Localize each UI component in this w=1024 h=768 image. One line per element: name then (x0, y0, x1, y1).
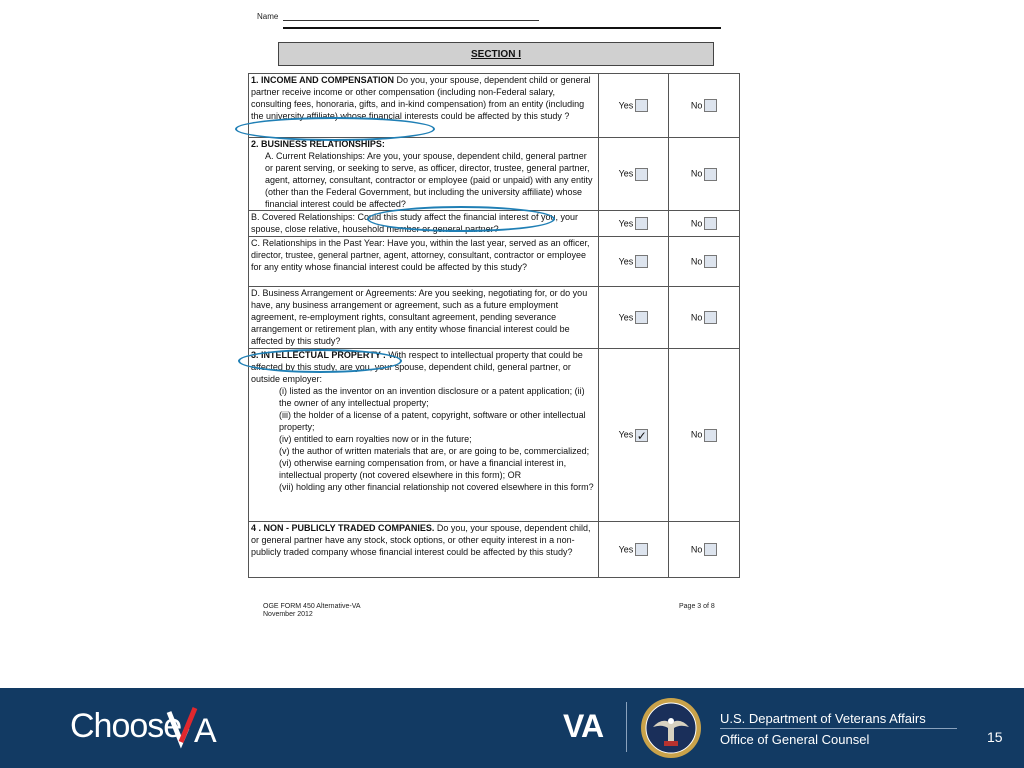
yes-cell (598, 237, 669, 287)
yes-checkbox[interactable]: ✓ (636, 428, 647, 443)
question-paragraph: 4 . NON - PUBLICLY TRADED COMPANIES. Do you, your spouse, dependent child, or general partner have any stock, stock options, or other equity interest in a non-publicly traded company whose financial interest could be affected by this study? (251, 523, 591, 557)
form-identifier (263, 603, 361, 618)
no-cell (669, 237, 740, 287)
choose-va-logo (70, 707, 181, 746)
question-paragraph: 1. INCOME AND COMPENSATION Do you, your spouse, dependent child or general partner receive income or other compensation (including non-Federal salary, consulting fees, honoraria, gifts, and in-kind compensation) from an entity (including the university affiliate) whose financial interests could be affected by this study ? (251, 75, 591, 121)
no-label: No (690, 169, 703, 180)
yes-label: Yes (618, 256, 634, 267)
no-checkbox[interactable] (704, 168, 717, 181)
yes-cell (598, 138, 669, 211)
yes-cell (598, 349, 669, 522)
question-paragraph: (v) the author of written materials that are, or are going to be, commercialized; (279, 446, 590, 456)
yes-checkbox[interactable] (635, 311, 648, 324)
question-paragraph: D. Business Arrangement or Agreements: Are you seeking, negotiating for, or do you have, any business arrangement or agreement, such as a future employment agreement, re-employment rights, consultant agreement, pending severance arrangement or retirement plan, with any entity whose financial interest could be affected by this study? (251, 288, 588, 346)
no-label: No (690, 430, 703, 441)
seal-flag-stripe (664, 741, 678, 746)
no-checkbox[interactable] (704, 311, 717, 324)
no-cell (669, 349, 740, 522)
yes-checkbox[interactable] (635, 543, 648, 556)
question-paragraph: (vi) otherwise earning compensation from, or have a financial interest in, intellectual property (not covered elsewhere in this form); OR (279, 458, 567, 480)
no-checkbox[interactable] (704, 99, 717, 112)
section-title: SECTION I (278, 42, 714, 66)
question-paragraph: 3. INTELLECTUAL PROPERTY . With respect to intellectual property that could be affected by this study, are you, your spouse, dependent child, general partner, or outside employer: (251, 350, 583, 384)
banner-divider (626, 702, 627, 752)
highlight-ellipse-covered (367, 206, 555, 232)
va-logo-text: VA (563, 708, 604, 744)
yes-label: Yes (618, 312, 634, 323)
question-paragraph: B. Covered Relationships: Could this study affect the financial interest of you, your spouse, close relative, household member or general partner? (251, 212, 579, 234)
question-paragraph: (iv) entitled to earn royalties now or in the future; (279, 434, 472, 444)
office-name: Office of General Counsel (720, 732, 870, 747)
yes-checkbox[interactable] (635, 255, 648, 268)
no-label: No (690, 256, 703, 267)
no-cell (669, 74, 740, 138)
no-checkbox[interactable] (704, 543, 717, 556)
table-row (249, 138, 740, 211)
seal-eagle-head (668, 718, 674, 724)
form-name: OGE FORM 450 Alternative-VA (263, 603, 361, 610)
footer-banner (0, 688, 1024, 768)
no-cell (669, 287, 740, 349)
no-checkbox[interactable] (704, 429, 717, 442)
question-paragraph: C. Relationships in the Past Year: Have you, within the last year, served as an officer, director, trustee, general partner, agent, attorney, consultant, contractor or employee for any entity whose financial interest could be affected by this study? (251, 238, 590, 272)
yes-cell (598, 74, 669, 138)
no-label: No (690, 100, 703, 111)
question-paragraph: A. Current Relationships: Are you, your spouse, dependent child, general partner or parent serving, or seeking to serve, as officer, director, trustee, general partner, agent, attorney, consultant, contractor or employee (paid or unpaid) with any entity (other than the Federal Government, but including the university affiliate) whose financial interest could be affected? (265, 151, 593, 209)
header-rule (283, 27, 721, 29)
no-cell (669, 211, 740, 237)
question-cell (249, 237, 599, 287)
choose-text: Choose (70, 707, 182, 745)
question-cell (249, 287, 599, 349)
highlight-ellipse-intellectual (238, 349, 402, 373)
choose-va-mark (167, 706, 227, 750)
question-paragraph: (vii) holding any other financial relationship not covered elsewhere in this form? (279, 482, 594, 492)
question-paragraph: (i) listed as the inventor on an invention disclosure or a patent application; (ii) the owner of any intellectual property; (279, 386, 585, 408)
va-seal-icon (640, 697, 702, 759)
yes-cell (598, 287, 669, 349)
yes-checkbox[interactable] (635, 99, 648, 112)
yes-label: Yes (618, 544, 634, 555)
no-label: No (690, 218, 703, 229)
question-paragraph: 2. BUSINESS RELATIONSHIPS: (251, 139, 385, 149)
table-row (249, 237, 740, 287)
table-row (249, 287, 740, 349)
yes-cell (598, 211, 669, 237)
yes-label: Yes (618, 430, 634, 441)
department-name: U.S. Department of Veterans Affairs (720, 711, 926, 726)
name-underline (283, 20, 539, 21)
highlight-ellipse-income (235, 117, 435, 141)
no-label: No (690, 312, 703, 323)
yes-cell (598, 522, 669, 578)
no-cell (669, 138, 740, 211)
yes-checkbox[interactable] (635, 217, 648, 230)
table-row (249, 522, 740, 578)
va-a-letter: A (194, 712, 217, 750)
question-paragraph: (iii) the holder of a license of a patent, copyright, software or other intellectual property; (279, 410, 586, 432)
question-cell (249, 138, 599, 211)
no-label: No (690, 544, 703, 555)
yes-checkbox[interactable] (635, 168, 648, 181)
question-cell (249, 522, 599, 578)
yes-label: Yes (618, 169, 634, 180)
no-cell (669, 522, 740, 578)
name-label: Name (257, 12, 279, 21)
yes-label: Yes (618, 100, 634, 111)
yes-label: Yes (618, 218, 634, 229)
no-checkbox[interactable] (704, 217, 717, 230)
question-cell (249, 349, 599, 522)
form-date: November 2012 (263, 611, 313, 618)
department-divider (720, 728, 957, 729)
disclosure-table (248, 73, 740, 578)
va-check-stroke (181, 708, 195, 742)
slide-number: 15 (987, 729, 1003, 745)
table-row (249, 349, 740, 522)
no-checkbox[interactable] (704, 255, 717, 268)
form-page-number: Page 3 of 8 (679, 603, 715, 610)
